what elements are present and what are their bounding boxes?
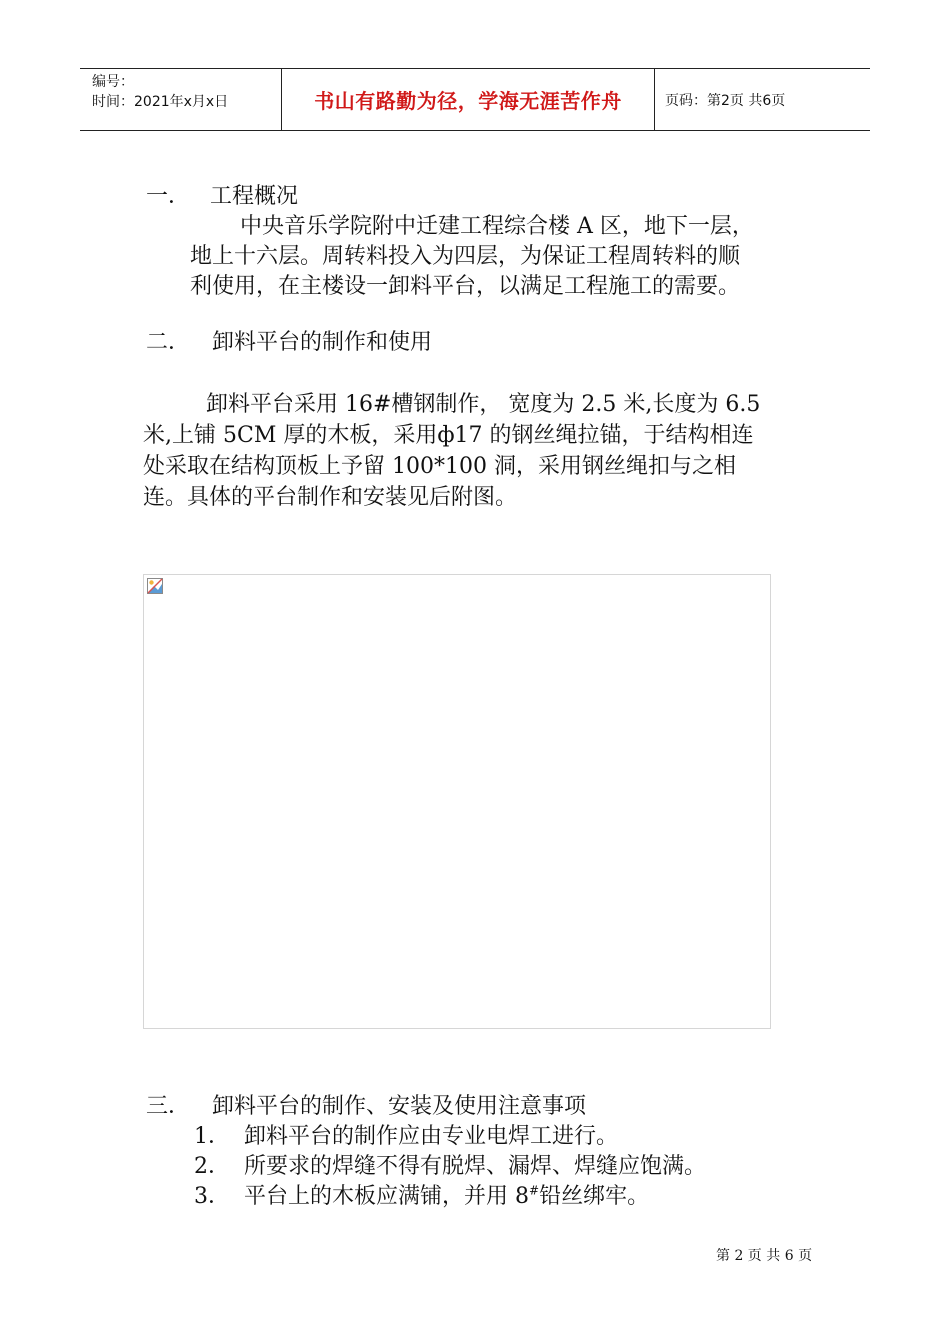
number-label: 编号： [92,74,134,90]
section-number: 二． [146,330,191,355]
paragraph-line: 连。具体的平台制作和安装见后附图。 [143,485,518,510]
page-footer: 第 2 页 共 6 页 [716,1248,813,1264]
section-title: 卸料平台的制作和使用 [212,330,433,355]
list-number: 1． [194,1124,230,1149]
paragraph-line: 处采取在结构顶板上予留 100*100 洞，采用钢丝绳扣与之相 [143,454,736,479]
section-heading-2 [146,328,432,358]
list-text: 卸料平台的制作应由专业电焊工进行。 [244,1124,619,1149]
superscript-mark: # [529,1183,540,1198]
paragraph-line: 中央音乐学院附中迁建工程综合楼 A 区，地下一层， [240,214,754,239]
paragraph-line: 地上十六层。周转料投入为四层，为保证工程周转料的顺 [190,244,741,269]
list-item [194,1122,618,1152]
section-heading-1 [146,182,298,212]
paragraph-line: 卸料平台采用 16#槽钢制作， 宽度为 2.5 米,长度为 6.5 [206,392,761,417]
list-item [194,1152,706,1182]
page-info-text: 页码：第2页 共6页 [665,92,786,109]
time-label: 时间：2021年x月x日 [92,94,229,110]
header-motto: 书山有路勤为径，学海无涯苦作舟 [282,69,655,130]
list-item [194,1182,649,1212]
section-title: 工程概况 [210,184,299,209]
broken-image-icon [147,578,163,594]
section-number: 一． [146,184,191,209]
section-title: 卸料平台的制作、安装及使用注意事项 [212,1094,587,1119]
section-number: 三． [146,1094,191,1119]
section-heading-3 [146,1092,586,1122]
attached-figure [143,574,771,1029]
page-header [80,68,870,131]
paragraph-line: 利使用，在主楼设一卸料平台，以满足工程施工的需要。 [190,274,741,299]
paragraph-line: 米,上铺 5CM 厚的木板，采用ф17 的钢丝绳拉锚，于结构相连 [143,423,754,448]
list-text: 平台上的木板应满铺，并用 8 [244,1184,529,1209]
list-number: 2． [194,1154,230,1179]
list-text: 所要求的焊缝不得有脱焊、漏焊、焊缝应饱满。 [244,1154,707,1179]
list-number: 3． [194,1184,230,1209]
header-meta [80,69,282,130]
header-page-info [655,69,870,130]
list-text: 铅丝绑牢。 [539,1184,650,1209]
